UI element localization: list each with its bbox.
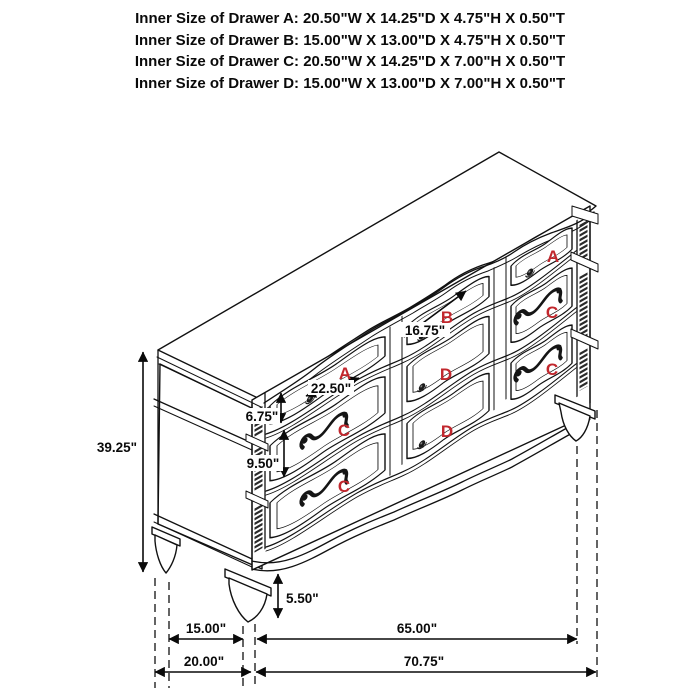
dim-left-drawer-width: 22.50" — [310, 381, 352, 396]
dim-front-leg-spacing: 65.00" — [396, 621, 438, 636]
dresser-drawing — [152, 152, 598, 622]
label-drawer-b: B — [440, 308, 454, 327]
dim-overall-height: 39.25" — [96, 440, 137, 455]
dim-top-drawer-height: 6.75" — [245, 409, 279, 424]
dim-middle-drawer-width: 16.75" — [404, 323, 446, 338]
label-drawer-c-right-lower: C — [545, 360, 559, 379]
size-note-line-d: Inner Size of Drawer D: 15.00"W X 13.00"D X 7.00"H X 0.50"T — [134, 74, 566, 92]
label-drawer-d-lower: D — [440, 422, 454, 441]
front-left-leg — [225, 569, 271, 622]
size-note-line-c: Inner Size of Drawer C: 20.50"W X 14.25"D X 7.00"H X 0.50"T — [134, 53, 566, 70]
dim-leg-height: 5.50" — [286, 591, 319, 606]
label-drawer-c-left-lower: C — [337, 477, 351, 496]
rear-left-leg — [152, 527, 180, 573]
size-note-line-a: Inner Size of Drawer A: 20.50"W X 14.25"D X 4.75"H X 0.50"T — [135, 10, 565, 27]
label-drawer-c-right-upper: C — [545, 303, 559, 322]
size-note-line-b: Inner Size of Drawer B: 15.00"W X 13.00"D X 4.75"H X 0.50"T — [134, 31, 566, 49]
dim-lower-drawer-height: 9.50" — [246, 456, 280, 471]
label-drawer-a-left: A — [338, 364, 352, 383]
dim-overall-width: 70.75" — [403, 654, 445, 669]
dim-overall-depth: 20.00" — [183, 654, 225, 669]
label-drawer-c-left-upper: C — [337, 421, 351, 440]
label-drawer-a-right: A — [546, 247, 560, 266]
dim-side-leg-spacing: 15.00" — [185, 621, 227, 636]
label-drawer-d-upper: D — [439, 365, 453, 384]
